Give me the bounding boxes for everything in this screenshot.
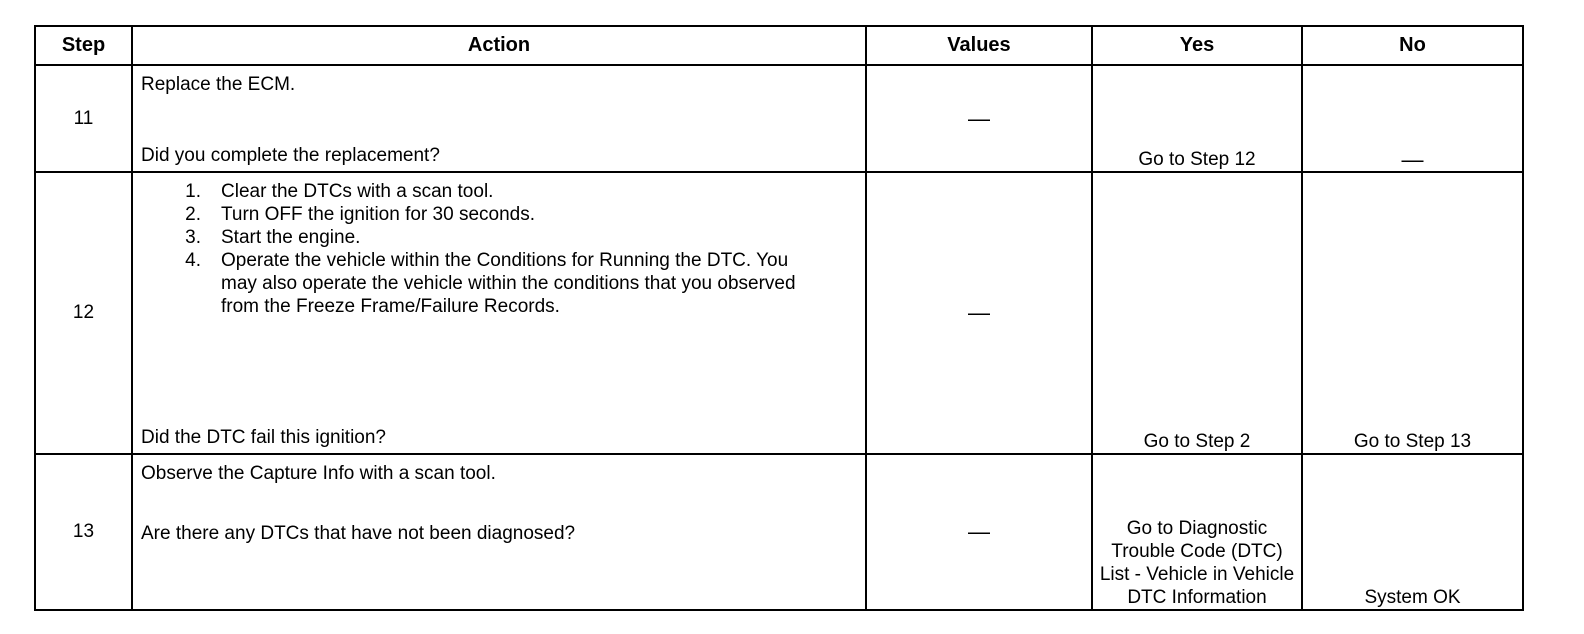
list-item-text: Operate the vehicle within the Conditions for Running the DTC. You may also operate the vehicle within the conditions that you observed from the Freeze Frame/Failure Records. (221, 250, 796, 317)
no-status: System OK (1302, 454, 1523, 610)
step-number: 11 (35, 65, 132, 172)
numbered-list (141, 180, 857, 318)
values-cell: — (866, 454, 1092, 610)
list-item-text: Turn OFF the ignition for 30 seconds. (221, 204, 536, 225)
action-cell (132, 172, 866, 454)
header-no: No (1302, 26, 1523, 65)
diagnostic-table (34, 25, 1524, 611)
header-action: Action (132, 26, 866, 65)
list-item-number: 4. (185, 250, 201, 271)
list-item-number: 2. (185, 204, 201, 225)
step-number: 12 (35, 172, 132, 454)
list-item-text: Clear the DTCs with a scan tool. (221, 181, 494, 202)
action-question: Did you complete the replacement? (141, 145, 440, 166)
step-number: 13 (35, 454, 132, 610)
action-question: Are there any DTCs that have not been diagnosed? (141, 523, 576, 544)
list-item-text: Start the engine. (221, 227, 361, 248)
action-instruction: Replace the ECM. (141, 74, 296, 95)
no-cell: — (1302, 65, 1523, 172)
list-item (141, 180, 857, 203)
table-row (35, 172, 1523, 454)
values-cell: — (866, 65, 1092, 172)
list-item (141, 203, 857, 226)
list-item (141, 249, 857, 318)
action-instruction: Observe the Capture Info with a scan tool. (141, 463, 496, 484)
table-row (35, 454, 1523, 610)
header-yes: Yes (1092, 26, 1302, 65)
no-link[interactable]: Go to Step 13 (1302, 172, 1523, 454)
yes-link[interactable]: Go to Diagnostic Trouble Code (DTC) List - Vehicle in Vehicle DTC Information (1092, 454, 1302, 610)
list-item-number: 1. (185, 181, 201, 202)
list-item (141, 226, 857, 249)
action-cell (132, 454, 866, 610)
yes-link[interactable]: Go to Step 2 (1092, 172, 1302, 454)
action-cell (132, 65, 866, 172)
header-row (35, 26, 1523, 65)
table-row (35, 65, 1523, 172)
values-cell: — (866, 172, 1092, 454)
header-step: Step (35, 26, 132, 65)
action-steps (141, 180, 857, 318)
action-question: Did the DTC fail this ignition? (141, 427, 386, 448)
yes-link[interactable]: Go to Step 12 (1092, 65, 1302, 172)
header-values: Values (866, 26, 1092, 65)
list-item-number: 3. (185, 227, 201, 248)
